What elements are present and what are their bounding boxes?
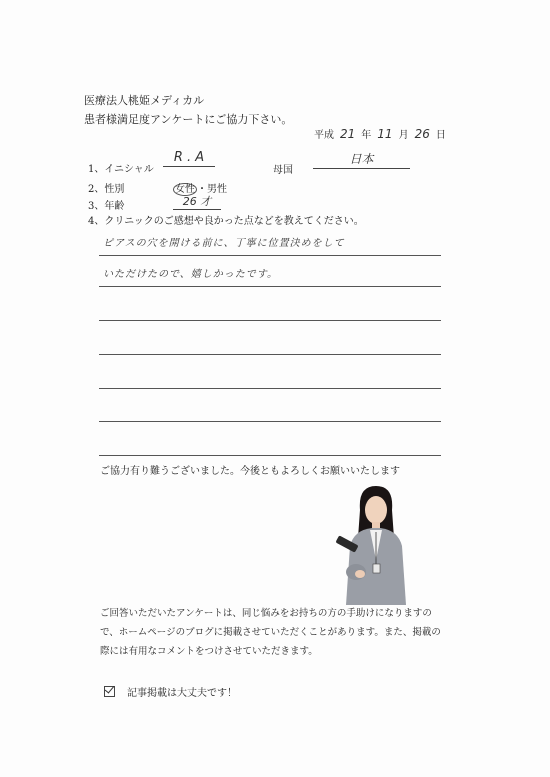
gender-female-option[interactable]: 女性: [175, 184, 195, 195]
date-year-label: 年: [361, 130, 372, 141]
date-era: 平成: [314, 130, 334, 141]
receptionist-photo: [330, 480, 420, 605]
consent-checkbox-icon[interactable]: [104, 686, 115, 697]
consent-row[interactable]: [104, 684, 237, 699]
gender-male-option[interactable]: 男性: [207, 184, 227, 195]
answer-rule: [99, 354, 441, 355]
answer-rule: [99, 421, 441, 422]
answer-rule: [99, 455, 441, 456]
answer-rule: [99, 255, 441, 256]
answer-rule: [99, 388, 441, 389]
question-gender-label: 2、性別: [88, 184, 125, 195]
answer-rule: [99, 320, 441, 321]
initials-answer[interactable]: R . A: [163, 150, 215, 167]
survey-date: [314, 126, 446, 141]
thank-you-message: ご協力有り難うございました。今後ともよろしくお願いいたします: [100, 466, 400, 477]
clinic-name: 医療法人桃姫メディカル: [84, 94, 205, 107]
age-answer[interactable]: 26 才: [173, 193, 221, 210]
feedback-answer-line-1[interactable]: ピアスの穴を開ける前に、丁寧に位置決めをして: [103, 238, 345, 249]
date-day: 26: [414, 127, 430, 141]
feedback-answer-line-2[interactable]: いただけたので、嬉しかったです。: [103, 269, 278, 280]
question-age-label: 3、年齢: [88, 201, 125, 212]
country-answer[interactable]: 日本: [313, 150, 410, 169]
consent-label: 記事掲載は大丈夫です！: [127, 688, 237, 699]
date-day-label: 日: [435, 130, 446, 141]
date-month-label: 月: [398, 130, 409, 141]
question-feedback-label: 4、クリニックのご感想や良かった点などを教えてください。: [88, 216, 364, 227]
question-initials-label: 1、イニシャル: [88, 164, 154, 175]
date-year: 21: [340, 127, 356, 141]
publication-notice: ご回答いただいたアンケートは、同じ悩みをお持ちの方の手助けになりますので、ホームページのブログに掲載させていただくことがあります。また、掲載の際には有用なコメントをつけさせていただきます。: [100, 608, 441, 657]
date-month: 11: [377, 127, 393, 141]
gender-separator: ・: [197, 184, 207, 195]
country-label: 母国: [273, 165, 293, 176]
survey-title: 患者様満足度アンケートにご協力下さい。: [84, 113, 293, 126]
answer-rule: [99, 286, 441, 287]
